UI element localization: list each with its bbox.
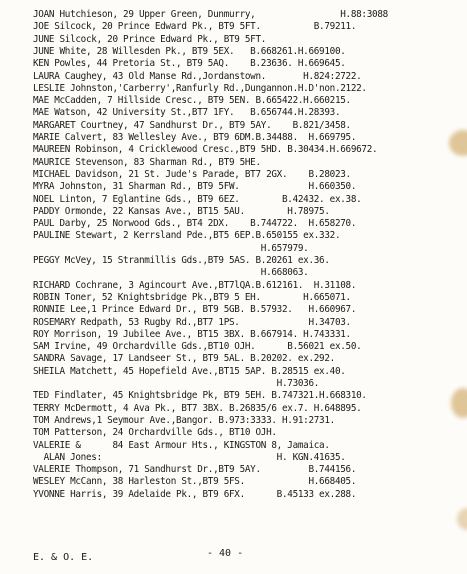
directory-entry: PAUL Darby, 25 Norwood Gds., BT4 2DX. B.744722. H.658270. [33,218,357,230]
directory-entry: JUNE Silcock, 20 Prince Edward Pk., BT9 5FT. [33,33,267,45]
stain-right-upper [449,130,467,156]
stain-right-lower [457,508,467,530]
directory-entry: WESLEY McCann, 38 Harleston St.,BT9 5FS. H.668405. [33,476,357,488]
directory-entry: LESLIE Johnston,'Carberry',Ranfurly Rd.,Dungannon.H.D'non.2122. [33,82,367,94]
directory-entry: SANDRA Savage, 17 Landseer St., BT9 5AL. B.20202. ex.292. [33,353,335,365]
directory-entry: JOAN Hutchieson, 29 Upper Green, Dunmurry, H.88:3088 [33,9,388,20]
directory-entry: PADDY Ormonde, 22 Kansas Ave., BT15 5AU. H.78975. [33,205,330,217]
directory-entry: MAE McCadden, 7 Hillside Cresc., BT9 5EN. B.665422.H.660215. [33,95,351,107]
directory-entry: MAUREEN Robinson, 4 Cricklewood Cresc.,BT9 5HD. B.30434.H.669672. [33,144,378,156]
page-number: - 40 - [207,548,244,559]
directory-entry: ROBIN Toner, 52 Knightsbridge Pk.,BT9 5 EH. H.665071. [33,291,351,303]
directory-entry: RONNIE Lee,1 Prince Edward Dr., BT9 5GB. B.57932. H.660967. [33,304,357,316]
directory-entry: ROY Morrison, 19 Jubilee Ave., BT15 3BX. B.667914. H.743331. [33,328,351,340]
directory-entry: TOM Patterson, 24 Orchardville Gds., BT10 OJH. [33,427,277,439]
directory-entry: H.73036. [33,378,320,389]
directory-entry: RICHARD Cochrane, 3 Agincourt Ave.,BT7lQA.B.612161. H.31108. [33,279,357,291]
directory-entry: LAURA Caughey, 43 Old Manse Rd.,Jordanstown. H.824:2722. [33,70,362,82]
directory-entry: SAM Irvine, 49 Orchardville Gds.,BT10 OJH. B.56021 ex.50. [33,341,362,353]
directory-entry: KEN Powles, 44 Pretoria St., BT9 5AQ. B.23636. H.669645. [33,58,346,70]
directory-entry: TED Findlater, 45 Knightsbridge Pk, BT9 5EH. B.747321.H.668310. [33,390,367,402]
directory-entry: H.668063. [33,267,309,279]
directory-entry: NOEL Linton, 7 Eglantine Gds., BT9 6EZ. B.42432. ex.38. [33,193,362,205]
directory-entry: ROSEMARY Redpath, 53 Rugby Rd.,BT7 1PS. H.34703. [33,316,351,328]
directory-entry: MICHAEL Davidson, 21 St. Jude's Parade, BT7 2GX. B.28023. [33,168,351,180]
directory-entry: YVONNE Harris, 39 Adelaide Pk., BT9 6FX. B.45133 ex.288. [33,488,357,500]
directory-entry: VALERIE Thompson, 71 Sandhurst Dr.,BT9 5AY. B.744156. [33,464,357,476]
directory-entry: MARIE Calvert, 83 Wellesley Ave., BT9 6DM.B.34488. H.669795. [33,132,357,143]
directory-entry: JOE Silcock, 20 Prince Edward Pk., BT9 5FT. B.79211. [33,21,357,33]
directory-entry: MAE Watson, 42 University St.,BT7 1FY. B.656744.H.28393. [33,107,341,119]
directory-entry: TOM Andrews,1 Seymour Ave.,Bangor. B.973:3333. H.91:2731. [33,414,335,426]
directory-entry: JUNE White, 28 Willesden Pk., BT9 5EX. B.668261.H.669100. [33,45,346,57]
directory-entry: MARGARET Courtney, 47 Sandhurst Dr., BT9 5AY. B.821/3458. [33,119,351,131]
footer-errata-note: E. & O. E. [33,552,94,563]
directory-entry: SHEILA Matchett, 45 Hopefield Ave.,BT15 5AP. B.28515 ex.40. [33,365,346,377]
stain-right-middle [451,388,467,418]
directory-entry: PAULINE Stewart, 2 Kerrsland Pde.,BT5 6EP.B.650155 ex.332. [33,230,341,242]
directory-entry: MYRA Johnston, 31 Sharman Rd., BT9 5FW. H.660350. [33,181,357,193]
directory-entry: MAURICE Stevenson, 83 Sharman Rd., BT9 5HE. [33,156,261,168]
directory-entry: TERRY McDermott, 4 Ava Pk., BT7 3BX. B.26835/6 ex.7. H.648895. [33,402,362,414]
directory-entry: ALAN Jones: H. KGN.41635. [33,451,346,463]
directory-entry: H.657979. [33,242,309,254]
directory-entry: VALERIE & 84 East Armour Hts., KINGSTON 8, Jamaica. [33,439,330,451]
directory-entry: PEGGY McVey, 15 Stranmillis Gds.,BT9 5AS. B.20261 ex.36. [33,255,330,266]
